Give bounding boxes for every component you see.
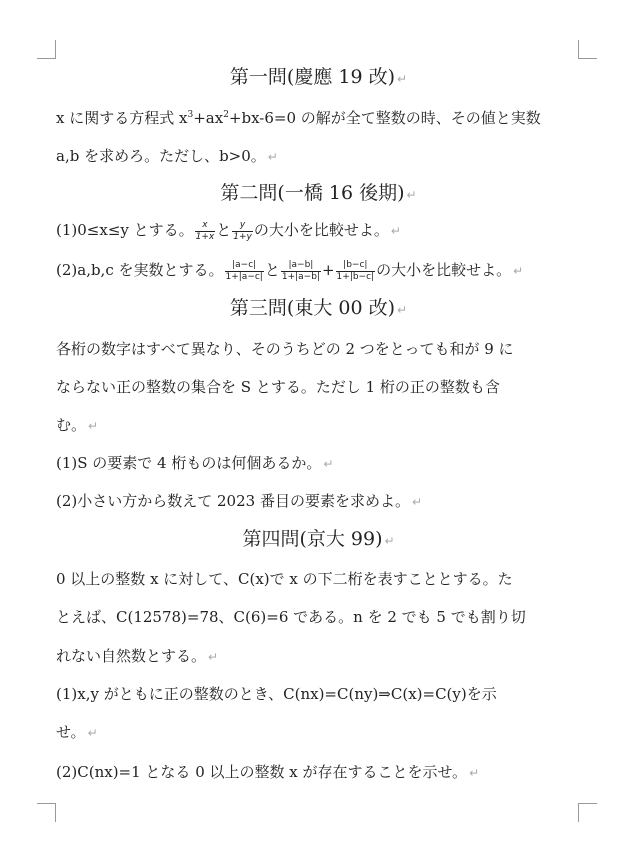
problem-2-q1: (1)0≤x≤y とする。 $\frac{x}{1+x}$ と $\frac{y}{1+y}$ の大小を比較せよ。 ↵: [56, 219, 401, 242]
problem-4-line-3: れない自然数とする。 ↵: [56, 647, 219, 665]
corner-mark-top-left: [37, 40, 56, 59]
problem-1-line-2: a,b を求めろ。ただし、b>0。 ↵: [56, 147, 278, 165]
problem-4-question-1-line-2: せ。 ↵: [56, 723, 98, 741]
problem-3-title: 第三問(東大 00 改) ↵: [229, 297, 408, 319]
problem-4-question-1-line-1: (1)x,y がともに正の整数のとき、C(nx)=C(ny)⇒C(x)=C(y)を示: [56, 685, 497, 703]
problem-3-line-3: む。 ↵: [56, 416, 99, 434]
problem-4-line-1: 0 以上の整数 x に対して、C(x)で x の下二桁を表すこととする。た: [56, 570, 513, 588]
problem-3-line-1: 各桁の数字はすべて異なり、そのうちどの 2 つをとっても和が 9 に: [56, 340, 514, 358]
problem-3-question-2: (2)小さい方から数えて 2023 番目の要素を求めよ。 ↵: [56, 492, 423, 510]
paragraph-mark: ↵: [397, 72, 408, 86]
corner-mark-bottom-right: [578, 803, 597, 822]
problem-1-title: 第一問(慶應 19 改) ↵: [229, 66, 408, 88]
problem-3-question-1: (1)S の要素で 4 桁ものは何個あるか。 ↵: [56, 454, 334, 472]
problem-2-q2: (2)a,b,c を実数とする。 $\frac{|a-c|}{1+|a-c|}$ と $\frac{|a-b|}{1+|a-b|}$ + $\frac{|b-c|}{1+|b-c|}$ の大小を比較せよ。 ↵: [56, 259, 524, 282]
fraction-ac: $\frac{|a-c|}{1+|a-c|}$: [225, 259, 263, 282]
problem-4-title: 第四問(京大 99) ↵: [242, 528, 395, 550]
corner-mark-bottom-left: [37, 803, 56, 822]
corner-mark-top-right: [578, 40, 597, 59]
problem-4-question-2: (2)C(nx)=1 となる 0 以上の整数 x が存在することを示せ。 ↵: [56, 763, 480, 781]
problem-2-title: 第二問(一橋 16 後期) ↵: [220, 182, 417, 204]
fraction-bc: $\frac{|b-c|}{1+|b-c|}$: [336, 259, 375, 282]
problem-4-line-2: とえば、C(12578)=78、C(6)=6 である。n を 2 でも 5 でも割り切: [56, 608, 526, 626]
problem-3-line-2: ならない正の整数の集合を S とする。ただし 1 桁の正の整数も含: [56, 378, 500, 396]
fraction-ab: $\frac{|a-b|}{1+|a-b|}$: [281, 259, 320, 282]
problem-1-line-1: x に関する方程式 $x^3+ax^2+bx-6=0$ の解が全て整数の時、その値と実数: [56, 109, 541, 127]
fraction-y: $\frac{y}{1+y}$: [233, 219, 252, 242]
fraction-x: $\frac{x}{1+x}$: [195, 219, 215, 242]
